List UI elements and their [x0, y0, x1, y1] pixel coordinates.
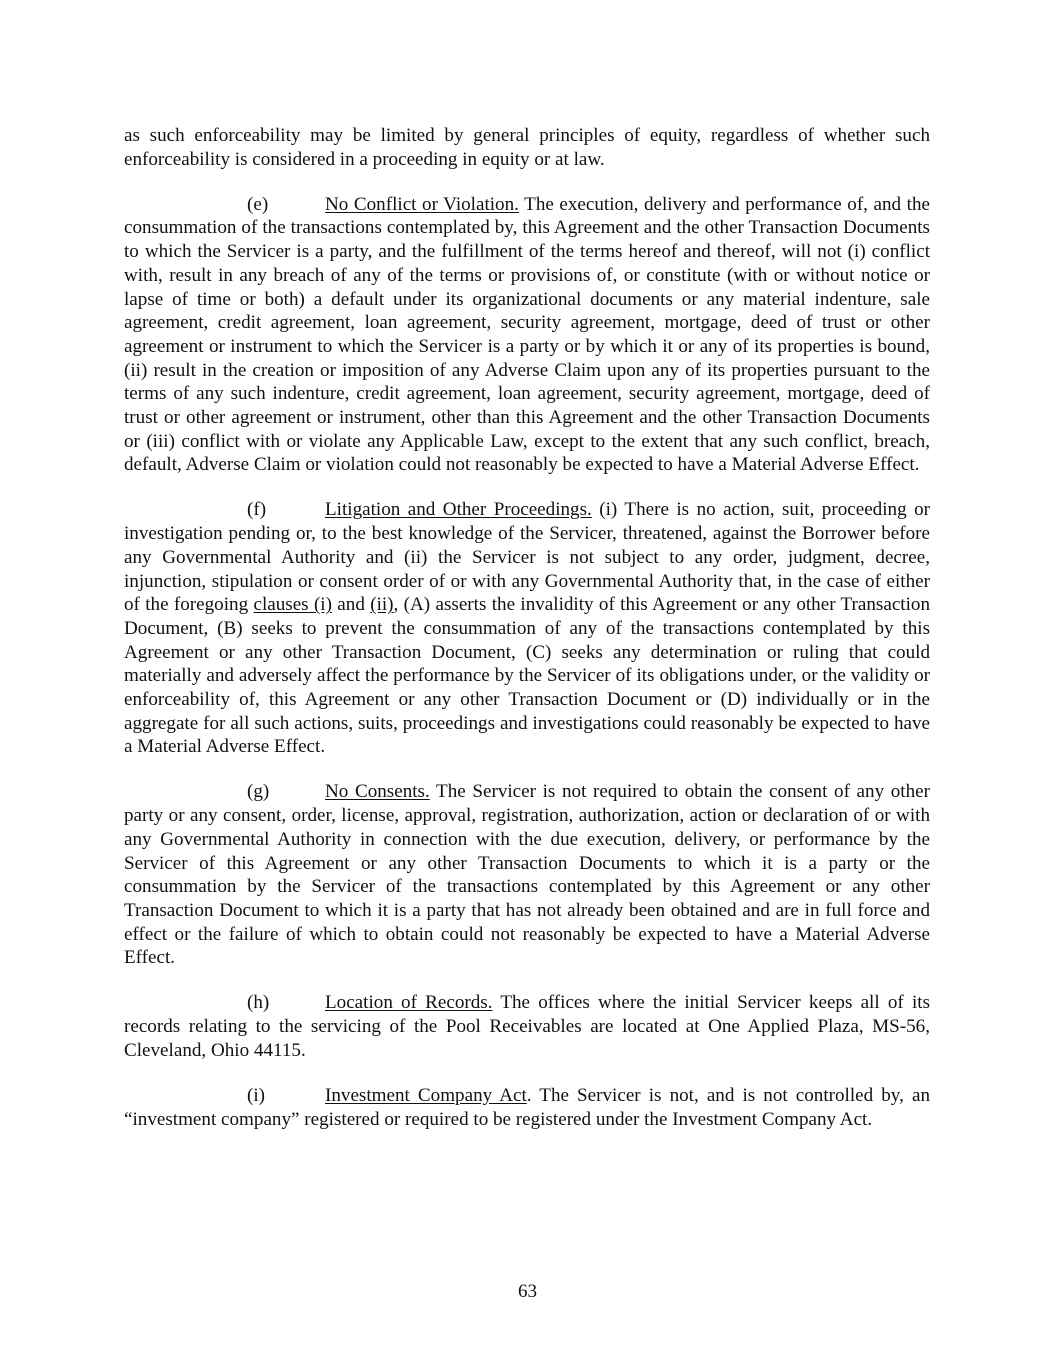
- section-marker: (e): [247, 193, 269, 215]
- page-number: 63: [517, 1281, 538, 1302]
- section-body: The execution, delivery and performance of, and the consummation of the transactions contemplated by, this Agreement and the other Transaction Documents to which the Servicer is a party, and the fulfillment of the terms hereof and thereof, will not (i) conflict with, result in any breach of any of the terms or provisions of, or constitute (with or without notice or lapse of time or both) a default under its organizational documents or any material indenture, sale agreement, credit agreement, loan agreement, security agreement, mortgage, deed of trust or other agreement or instrument to which the Servicer is a party or by which it or any of its properties is bound, (ii) result in the creation or imposition of any Adverse Claim upon any of its properties pursuant to the terms of any such indenture, credit agreement, loan agreement, security agreement, mortgage, deed of trust or other agreement or instrument, other than this Agreement and the other Transaction Documents or (iii) conflict with or violate any Applicable Law, except to the extent that any such conflict, breach, default, Adverse Claim or violation could not reasonably be expected to have a Material Adverse Effect.: [124, 193, 930, 476]
- section-g: [124, 780, 930, 970]
- section-heading: Litigation and Other Proceedings.: [325, 499, 592, 521]
- clause-reference: (ii): [370, 594, 394, 616]
- section-body-part: and: [331, 594, 371, 616]
- section-body-part: , (A) asserts the invalidity of this Agreement or any other Transaction Document, (B) seeks to prevent the consummation of any of the transactions contemplated by this Agreement or any other Transaction Document, (C) seeks any determination or ruling that could materially and adversely affect the performance by the Servicer of its obligations under, or the validity or enforceability of, this Agreement or any other Transaction Document or (D) individually or in the aggregate for all such actions, suits, proceedings and investigations could reasonably be expected to have a Material Adverse Effect.: [124, 594, 930, 758]
- section-body: . The Servicer is not, and is not controlled by, an “investment company” registered or required to be registered under the Investment Company Act.: [124, 1084, 930, 1130]
- section-i: [124, 1084, 930, 1131]
- section-body: The Servicer is not required to obtain the consent of any other party or any consent, order, license, approval, registration, authorization, action or declaration of or with any Governmental Authority in connection with the due execution, delivery, or performance by the Servicer of this Agreement or any other Transaction Documents to which it is a party or the consummation by the Servicer of the transactions contemplated by this Agreement or any other Transaction Document to which it is a party that has not already been obtained and are in full force and effect or the failure of which to obtain could not reasonably be expected to have a Material Adverse Effect.: [124, 781, 930, 969]
- clause-reference: clauses (i): [253, 594, 332, 616]
- section-h: [124, 991, 930, 1062]
- section-marker: (f): [247, 499, 267, 521]
- section-body-part: (i) There is no action, suit, proceeding or investigation pending or, to the best knowledge of the Servicer, threatened, against the Borrower before any Governmental Authority and (ii) the Servicer is not subject to any order, judgment, decree, injunction, stipulation or consent order of or with any Governmental Authority that, in the case of either of the foregoing: [124, 499, 930, 616]
- section-heading: Investment Company Act: [325, 1084, 527, 1106]
- section-heading: No Consents.: [325, 781, 430, 803]
- section-marker: (g): [247, 781, 270, 803]
- section-marker: (i): [247, 1084, 266, 1106]
- section-body: The offices where the initial Servicer keeps all of its records relating to the servicing of the Pool Receivables are located at One Applied Plaza, MS-56, Cleveland, Ohio 44115.: [124, 992, 931, 1061]
- continuation-paragraph: as such enforceability may be limited by general principles of equity, regardless of whether such enforceability is considered in a proceeding in equity or at law.: [124, 125, 930, 170]
- section-heading: Location of Records.: [325, 992, 493, 1014]
- section-marker: (h): [247, 992, 270, 1014]
- section-f: [124, 498, 930, 759]
- section-heading: No Conflict or Violation.: [325, 193, 519, 215]
- section-e: [124, 193, 930, 477]
- document-page: [124, 124, 930, 1153]
